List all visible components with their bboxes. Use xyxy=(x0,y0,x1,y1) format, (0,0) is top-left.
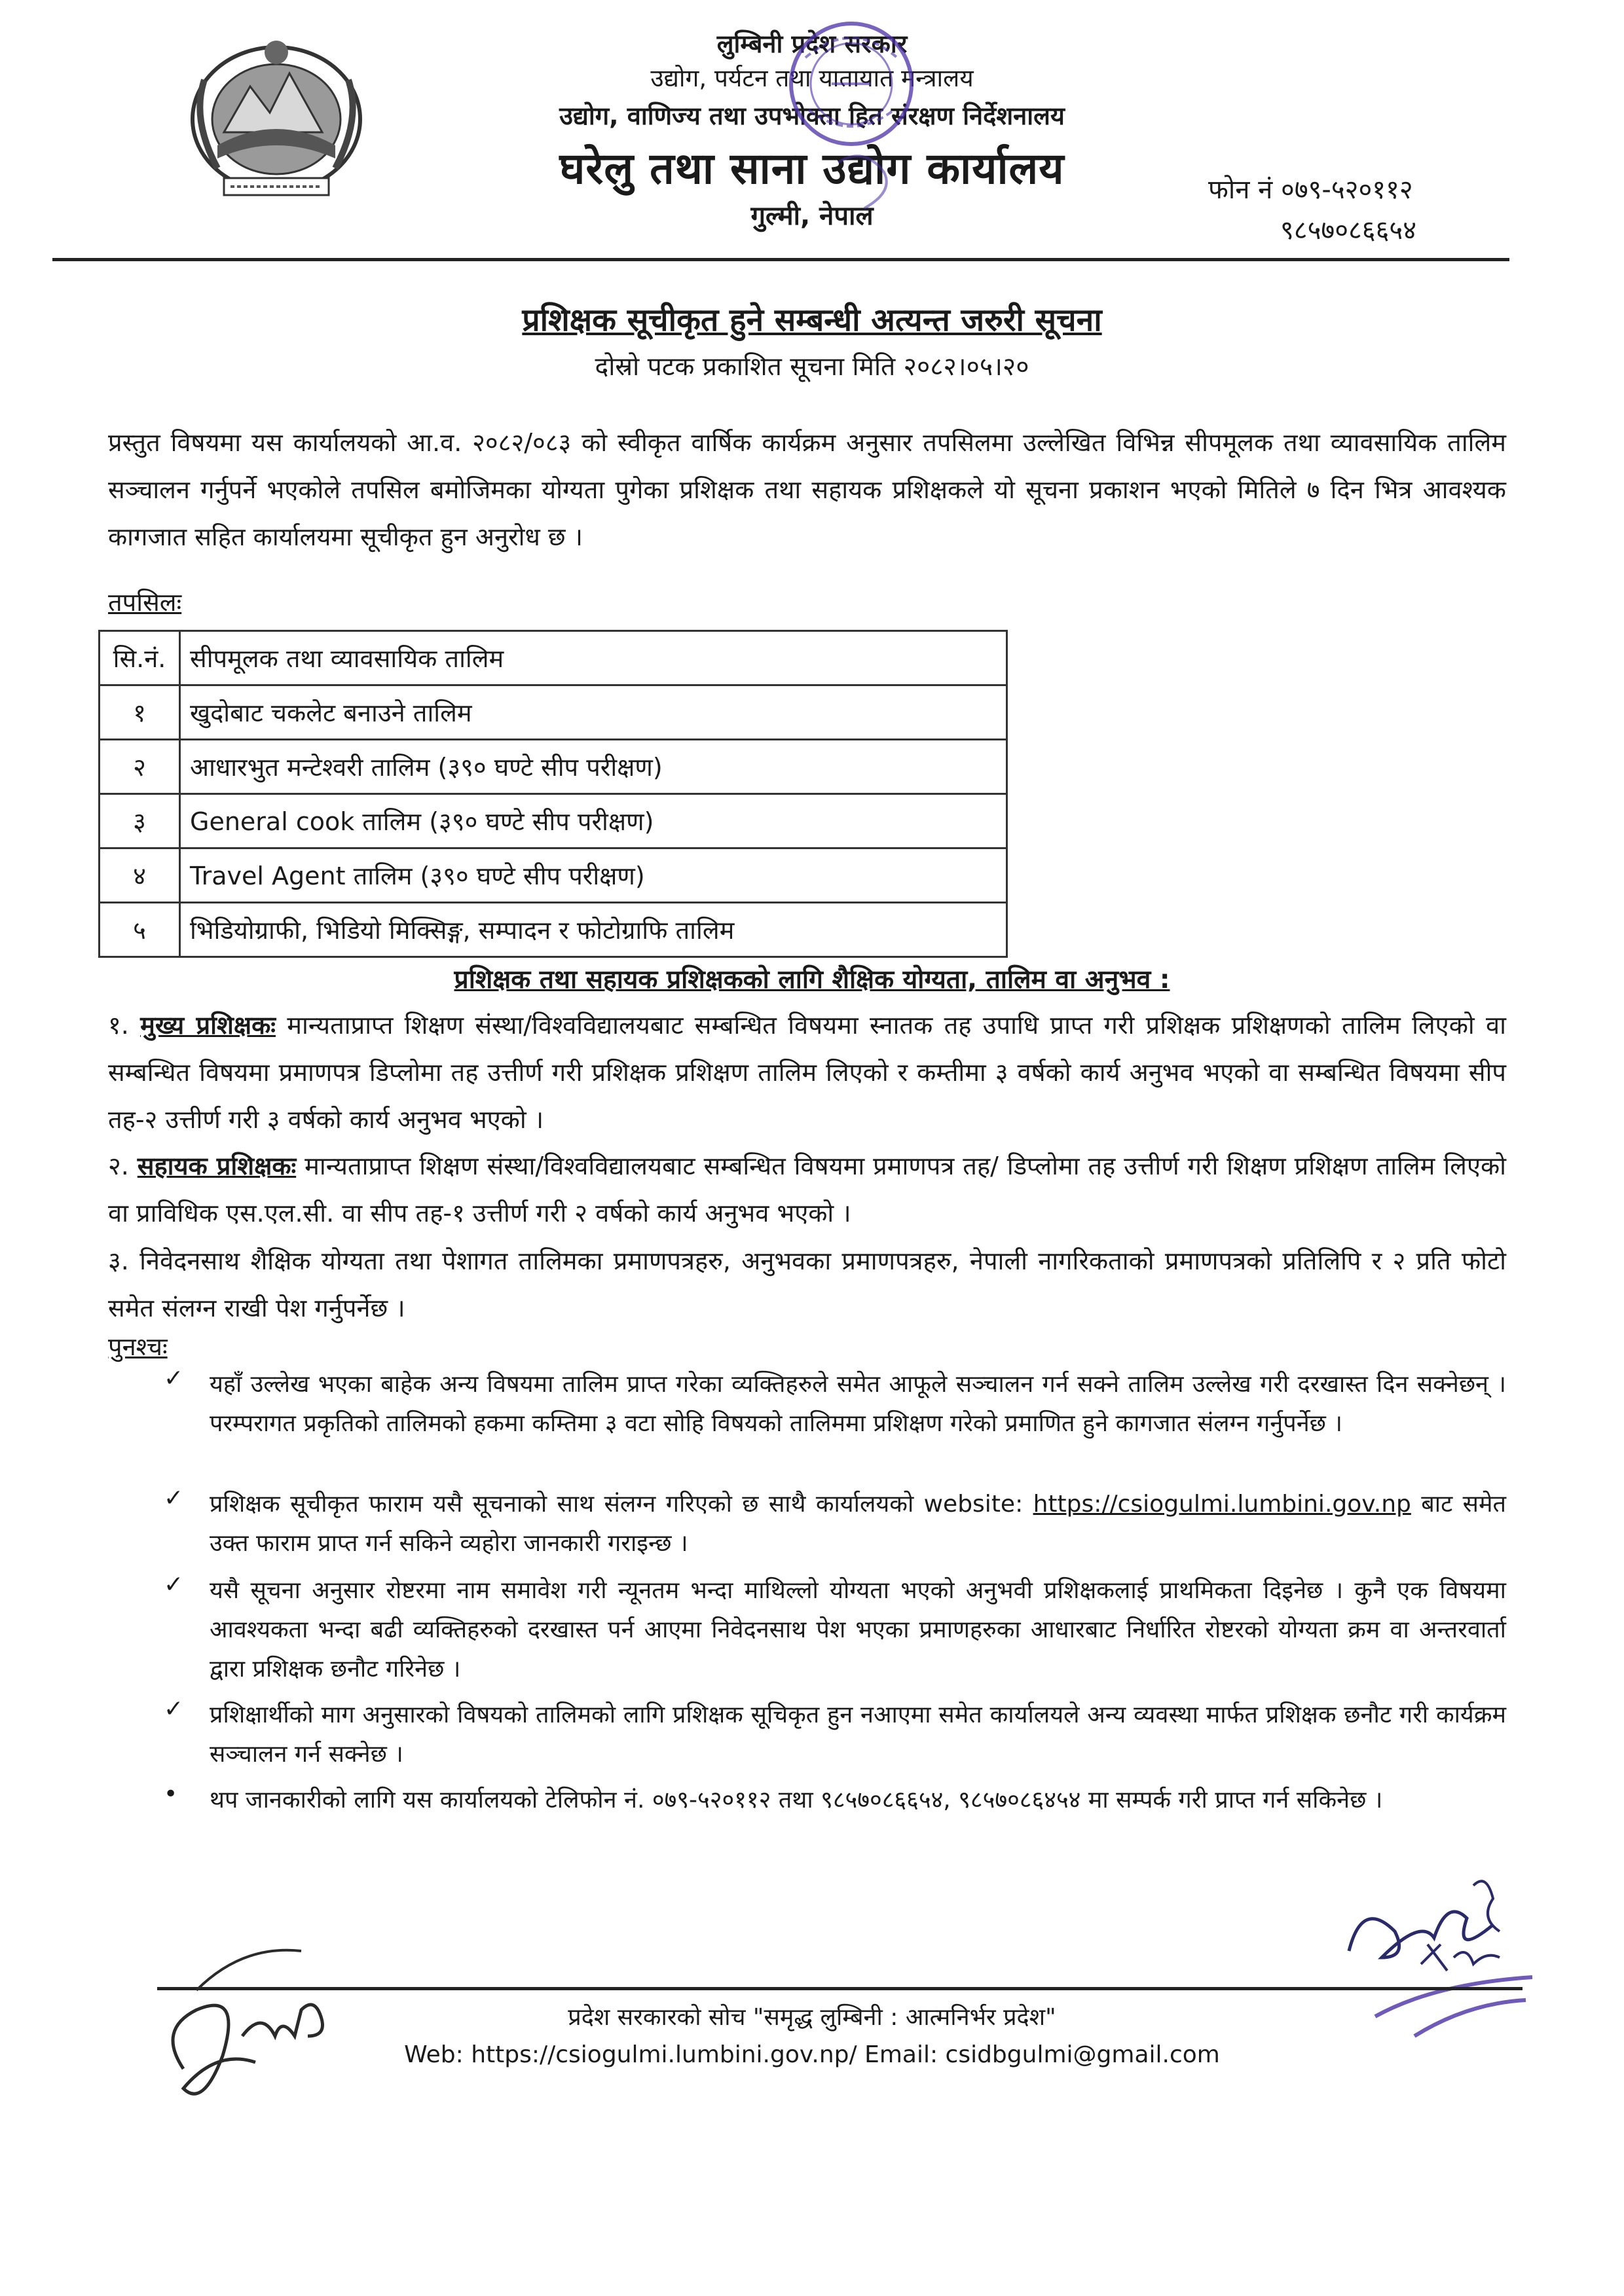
note-item: यहाँ उल्लेख भएका बाहेक अन्य विषयमा तालिम प्राप्त गरेका व्यक्तिहरुले समेत आफूले सञ्चालन गर्न सक्ने तालिम उल्लेख गरी दरखास्त दिन सक्नेछन् । परम्परागत प्रकृतिको तालिमको हकमा कम्तिमा ३ वटा सोहि विषयको तालिममा प्रशिक्षण गरेको प्रमाणित हुने कागजात संलग्न गर्नुपर्नेछ । xyxy=(210,1371,1506,1437)
office-phone: फोन नं ०७९-५२०११२ xyxy=(1208,175,1413,205)
table-row xyxy=(100,740,1007,794)
main-trainer-text: मान्यताप्राप्त शिक्षण संस्था/विश्वविद्यालयबाट सम्बन्धित विषयमा स्नातक तह उपाधि प्राप्त गरी प्रशिक्षक प्रशिक्षणको तालिम लिएको वा सम्बन्धित विषयमा प्रमाणपत्र डिप्लोमा तह उत्तीर्ण गरी प्रशिक्षक प्रशिक्षण तालिम लिएको र कम्तीमा ३ वर्षको कार्य अनुभव भएको वा सम्बन्धित विषयमा सीप तह-२ उत्तीर्ण गरी ३ वर्षको कार्य अनुभव भएको । xyxy=(108,1011,1506,1134)
note-item: यसै सूचना अनुसार रोष्टरमा नाम समावेश गरी न्यूनतम भन्दा माथिल्लो योग्यता भएको अनुभवी प्रशिक्षकलाई प्राथमिकता दिइनेछ । कुनै एक विषयमा आवश्यकता भन्दा बढी व्यक्तिहरुको दरखास्त पर्न आएमा निवेदनसाथ पेश भएका प्रमाणहरुका आधारबाट निर्धारित रोष्टरको योग्यता क्रम वा अन्तरवार्ता द्वारा प्रशिक्षक छनौट गरिनेछ । xyxy=(210,1577,1506,1683)
check-icon: ✓ xyxy=(164,1365,184,1392)
notice-subtitle: दोस्रो पटक प्रकाशित सूचना मिति २०८२।०५।२० xyxy=(595,352,1029,382)
note-item xyxy=(210,1485,1506,1563)
row-training: आधारभुत मन्टेश्वरी तालिम (३९० घण्टे सीप परीक्षण) xyxy=(180,740,1007,794)
footer-contact: Web: https://csiogulmi.lumbini.gov.np/ Email: csidbgulmi@gmail.com xyxy=(404,2041,1220,2068)
row-training: भिडियोग्राफी, भिडियो मिक्सिङ्ग, सम्पादन र फोटोग्राफि तालिम xyxy=(180,903,1007,957)
note-website-text: प्रशिक्षक सूचीकृत फाराम यसै सूचनाको साथ संलग्न गरिएको छ साथै कार्यालयको website: xyxy=(210,1491,1024,1518)
check-icon: ✓ xyxy=(164,1696,184,1722)
assistant-trainer-label: सहायक प्रशिक्षकः xyxy=(137,1152,297,1180)
assistant-trainer-text: मान्यताप्राप्त शिक्षण संस्था/विश्वविद्यालयबाट सम्बन्धित विषयमा प्रमाणपत्र तह/ डिप्लोमा तह उत्तीर्ण गरी शिक्षण प्रशिक्षण तालिम लिएको वा प्राविधिक एस.एल.सी. वा सीप तह-१ उत्तीर्ण गरी २ वर्षको कार्य अनुभव भएको । xyxy=(108,1152,1506,1228)
office-seal-stamp xyxy=(753,12,950,221)
table-row xyxy=(100,848,1007,903)
row-serial: ३ xyxy=(100,794,180,848)
left-signature xyxy=(144,1938,380,2134)
row-serial: २ xyxy=(100,740,180,794)
application-documents-paragraph: ३. निवेदनसाथ शैक्षिक योग्यता तथा पेशागत तालिमका प्रमाणपत्रहरु, अनुभवका प्रमाणपत्रहरु, नेपाली नागरिकताको प्रमाणपत्रको प्रतिलिपि र २ प्रति फोटो समेत संलग्न राखी पेश गर्नुपर्नेछ । xyxy=(108,1247,1506,1322)
postscript-heading: पुनश्चः xyxy=(108,1332,168,1361)
q2-number: २. xyxy=(108,1152,129,1180)
row-training: खुदोबाट चकलेट बनाउने तालिम xyxy=(180,685,1007,740)
table-row xyxy=(100,794,1007,848)
intro-paragraph: प्रस्तुत विषयमा यस कार्यालयको आ.व. २०८२/०८३ को स्वीकृत वार्षिक कार्यक्रम अनुसार तपसिलमा उल्लेखित विभिन्न सीपमूलक तथा व्यावसायिक तालिम सञ्चालन गर्नुपर्ने भएकोले तपसिल बमोजिमका योग्यता पुगेका प्रशिक्षक तथा सहायक प्रशिक्षकले यो सूचना प्रकाशन भएको मितिले ७ दिन भित्र आवश्यक कागजात सहित कार्यालयमा सूचीकृत हुन अनुरोध छ । xyxy=(108,428,1506,551)
check-icon: ✓ xyxy=(164,1485,184,1512)
check-icon: ✓ xyxy=(164,1571,184,1598)
row-training: Travel Agent तालिम (३९० घण्टे सीप परीक्षण) xyxy=(180,848,1007,903)
province-government-line: लुम्बिनी प्रदेश सरकार xyxy=(716,29,908,58)
notice-title: प्रशिक्षक सूचीकृत हुने सम्बन्धी अत्यन्त जरुरी सूचना xyxy=(522,302,1102,338)
office-mobile: ९८५७०८६६५४ xyxy=(1280,215,1416,246)
table-caption: तपसिलः xyxy=(108,588,182,617)
footer-slogan: प्रदेश सरकारको सोच "समृद्ध लुम्बिनी : आत्मनिर्भर प्रदेश" xyxy=(568,2004,1056,2031)
qualification-heading: प्रशिक्षक तथा सहायक प्रशिक्षकको लागि शैक्षिक योग्यता, तालिम वा अनुभव : xyxy=(454,965,1170,994)
row-serial: १ xyxy=(100,685,180,740)
website-link[interactable]: https://csiogulmi.lumbini.gov.np xyxy=(1033,1491,1411,1518)
note-item: थप जानकारीको लागि यस कार्यालयको टेलिफोन नं. ०७९-५२०११२ तथा ९८५७०८६६५४, ९८५७०८६४५४ मा सम्पर्क गरी प्राप्त गर्न सकिनेछ । xyxy=(210,1787,1383,1813)
note-item: प्रशिक्षार्थीको माग अनुसारको विषयको तालिमको लागि प्रशिक्षक सूचिकृत हुन नआएमा समेत कार्यालयले अन्य व्यवस्था मार्फत प्रशिक्षक छनौट गरी कार्यक्रम सञ्चालन गर्न सक्नेछ । xyxy=(210,1702,1506,1768)
main-trainer-qualification xyxy=(108,1002,1506,1143)
row-serial: ५ xyxy=(100,903,180,957)
ministry-line: उद्योग, पर्यटन तथा यातायात मन्त्रालय xyxy=(650,64,974,92)
directorate-line: उद्योग, वाणिज्य तथा उपभोक्ता हित संरक्षण निर्देशनालय xyxy=(559,101,1065,130)
office-name: घरेलु तथा साना उद्योग कार्यालय xyxy=(559,143,1065,194)
row-serial: ४ xyxy=(100,848,180,903)
col-header-training: सीपमूलक तथा व्यावसायिक तालिम xyxy=(180,631,1007,685)
main-trainer-label: मुख्य प्रशिक्षकः xyxy=(140,1011,276,1040)
table-row xyxy=(100,685,1007,740)
row-training: General cook तालिम (३९० घण्टे सीप परीक्षण) xyxy=(180,794,1007,848)
col-header-serial: सि.नं. xyxy=(100,631,180,685)
table-row xyxy=(100,903,1007,957)
training-table xyxy=(98,630,1008,958)
office-location: गुल्मी, नेपाल xyxy=(750,201,874,231)
bullet-icon: • xyxy=(164,1781,178,1808)
table-header-row xyxy=(100,631,1007,685)
note-website-text-end: बाट समेत उक्त फाराम प्राप्त गर्न सकिने व्यहोरा जानकारी गराइन्छ । xyxy=(210,1491,1507,1557)
header-divider xyxy=(52,258,1509,261)
q1-number: १. xyxy=(108,1011,129,1040)
assistant-trainer-qualification xyxy=(108,1142,1506,1237)
